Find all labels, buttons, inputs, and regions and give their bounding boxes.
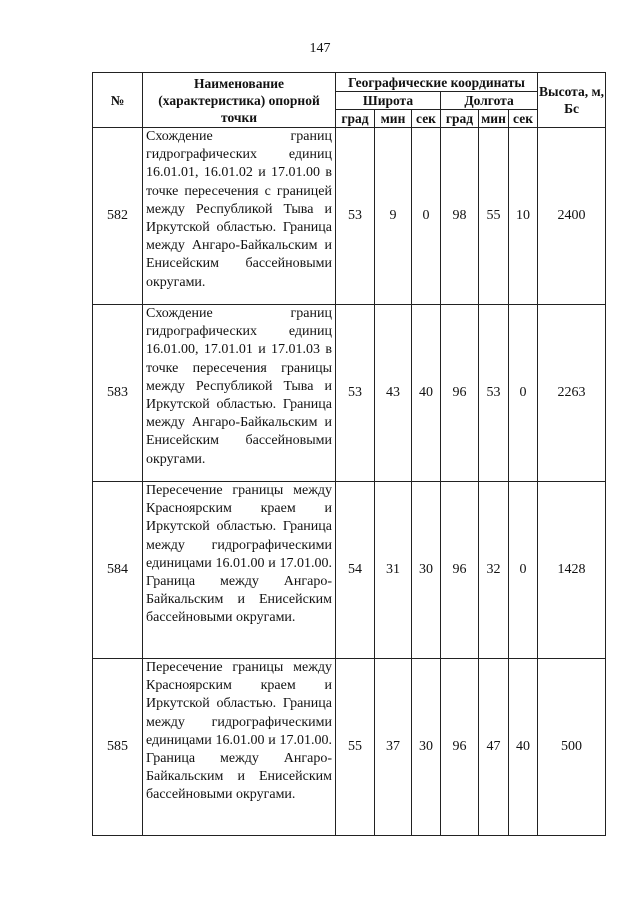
table-row: [93, 305, 606, 482]
row-name: Схождение границ гидрографических единиц 16.01.00, 17.01.01 и 17.01.03 в точке пересечения границы между Республикой Тыва и Иркутской областью. Граница между Ангаро-Байкальским и Енисейским бассейновыми округами.: [143, 305, 336, 482]
row-lon-deg: 98: [441, 128, 479, 305]
row-num: 583: [93, 305, 143, 482]
row-lon-sec: 0: [509, 305, 538, 482]
row-lon-min: 47: [479, 659, 509, 836]
row-lat-deg: 53: [336, 305, 375, 482]
row-lon-min: 55: [479, 128, 509, 305]
row-name: Пересечение границы между Красноярским краем и Иркутской областью. Граница между гидрографическими единицами 16.01.00 и 17.01.00. Граница между Ангаро-Байкальским и Енисейским бассейновыми округами.: [143, 659, 336, 836]
row-lon-deg: 96: [441, 482, 479, 659]
header-height: Высота, м, Бс: [538, 73, 606, 128]
row-lon-sec: 0: [509, 482, 538, 659]
row-lon-sec: 10: [509, 128, 538, 305]
row-height: 2400: [538, 128, 606, 305]
row-height: 1428: [538, 482, 606, 659]
table-row: [93, 128, 606, 305]
page-number: 147: [309, 41, 331, 56]
header-unit-lon-min: мин: [479, 110, 509, 128]
header-name: Наименование (характеристика) опорной точки: [143, 73, 336, 128]
header-geo: Географические координаты: [336, 73, 538, 92]
header-unit-lat-deg: град: [336, 110, 375, 128]
row-lat-sec: 30: [412, 482, 441, 659]
header-lon: Долгота: [441, 92, 538, 110]
header-unit-lon-deg: град: [441, 110, 479, 128]
row-lat-min: 43: [375, 305, 412, 482]
row-lon-deg: 96: [441, 659, 479, 836]
row-lat-sec: 30: [412, 659, 441, 836]
row-lat-deg: 53: [336, 128, 375, 305]
row-lat-sec: 40: [412, 305, 441, 482]
row-lat-deg: 54: [336, 482, 375, 659]
row-lat-min: 9: [375, 128, 412, 305]
row-num: 582: [93, 128, 143, 305]
row-lon-sec: 40: [509, 659, 538, 836]
row-height: 2263: [538, 305, 606, 482]
header-lat: Широта: [336, 92, 441, 110]
row-height: 500: [538, 659, 606, 836]
row-lat-min: 37: [375, 659, 412, 836]
row-lon-deg: 96: [441, 305, 479, 482]
header-unit-lat-sec: сек: [412, 110, 441, 128]
row-name: Схождение границ гидрографических единиц 16.01.01, 16.01.02 и 17.01.00 в точке пересечения с границей между Республикой Тыва и Иркутской областью. Граница между Ангаро-Байкальским и Енисейским бассейновыми округами.: [143, 128, 336, 305]
header-unit-lon-sec: сек: [509, 110, 538, 128]
row-lat-sec: 0: [412, 128, 441, 305]
table-row: [93, 482, 606, 659]
row-lat-min: 31: [375, 482, 412, 659]
table-row: [93, 659, 606, 836]
header-unit-lat-min: мин: [375, 110, 412, 128]
row-lon-min: 53: [479, 305, 509, 482]
row-num: 584: [93, 482, 143, 659]
row-lon-min: 32: [479, 482, 509, 659]
coordinates-table: [92, 72, 606, 836]
row-lat-deg: 55: [336, 659, 375, 836]
header-num: №: [93, 73, 143, 128]
row-num: 585: [93, 659, 143, 836]
row-name: Пересечение границы между Красноярским краем и Иркутской областью. Граница между гидрографическими единицами 16.01.00 и 17.01.00. Граница между Ангаро-Байкальским и Енисейским бассейновыми округами.: [143, 482, 336, 659]
